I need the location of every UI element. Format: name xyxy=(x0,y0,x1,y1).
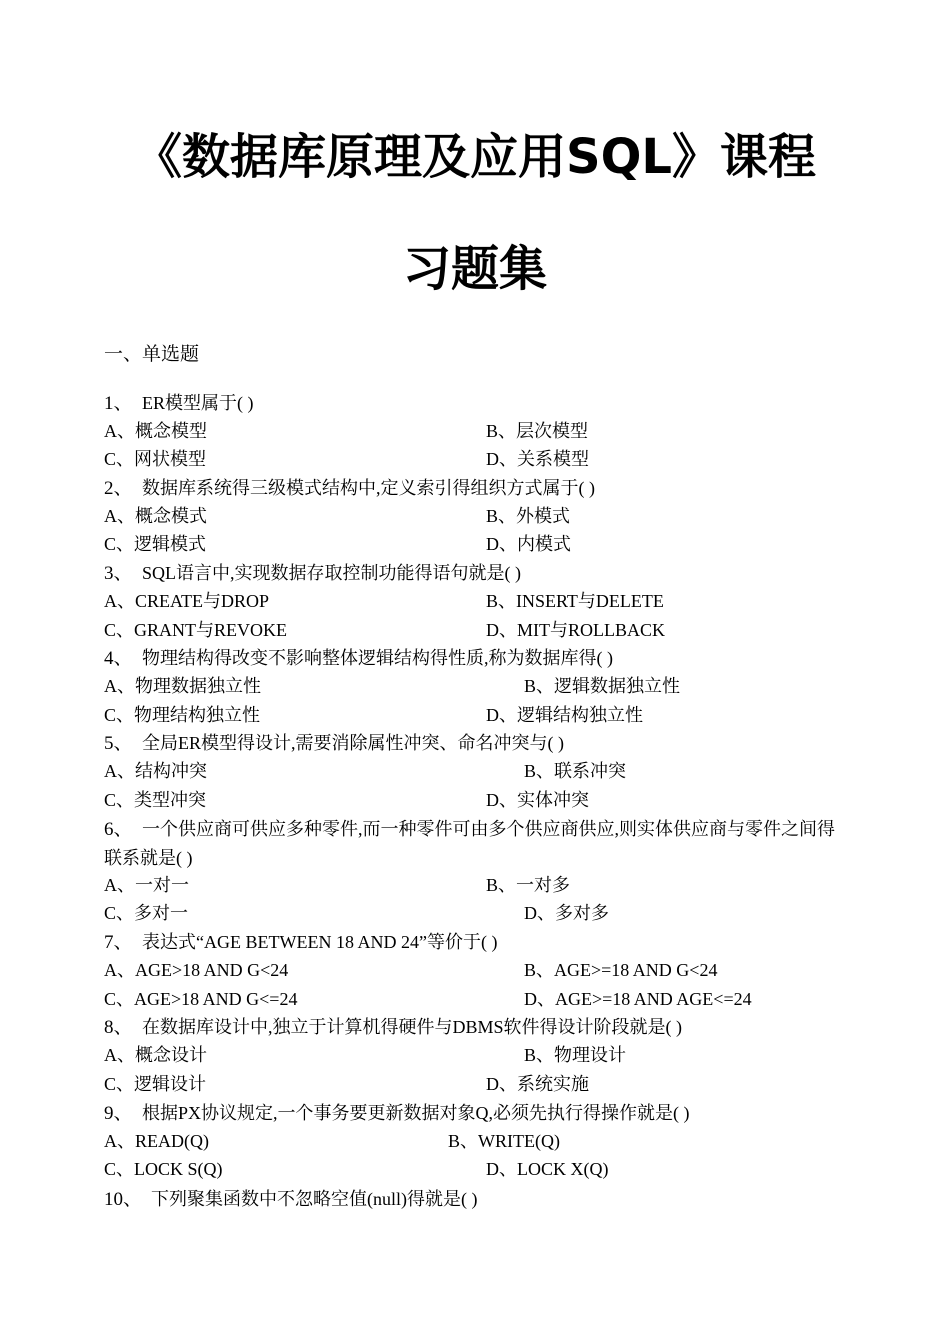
question-3 xyxy=(104,561,521,586)
question-text: 全局ER模型得设计,需要消除属性冲突、命名冲突与( ) xyxy=(142,733,564,753)
option-c: C、AGE>18 AND G<=24 xyxy=(104,989,298,1009)
option-d: D、关系模型 xyxy=(486,449,589,469)
question-2 xyxy=(104,476,595,501)
question-number: 7、 xyxy=(104,932,133,953)
option-b: B、逻辑数据独立性 xyxy=(524,676,681,696)
option-d: D、MIT与ROLLBACK xyxy=(486,620,665,640)
option-c: C、类型冲突 xyxy=(104,790,207,810)
option-a: A、AGE>18 AND G<24 xyxy=(104,960,289,980)
option-d: D、逻辑结构独立性 xyxy=(486,705,643,725)
option-c: C、多对一 xyxy=(104,903,189,923)
question-number: 5、 xyxy=(104,733,133,754)
question-7 xyxy=(104,930,497,955)
option-d: D、实体冲突 xyxy=(486,790,589,810)
question-text: SQL语言中,实现数据存取控制功能得语句就是( ) xyxy=(142,563,521,583)
question-number: 10、 xyxy=(104,1189,143,1210)
question-5 xyxy=(104,731,564,756)
option-d: D、系统实施 xyxy=(486,1074,589,1094)
question-8 xyxy=(104,1015,682,1040)
option-b: B、物理设计 xyxy=(524,1045,627,1065)
question-text: 根据PX协议规定,一个事务要更新数据对象Q,必须先执行得操作就是( ) xyxy=(142,1103,690,1123)
option-c: C、逻辑设计 xyxy=(104,1074,207,1094)
question-text: 一个供应商可供应多种零件,而一种零件可由多个供应商供应,则实体供应商与零件之间得联系就是( ) xyxy=(104,819,835,868)
question-number: 9、 xyxy=(104,1103,133,1124)
question-text: 表达式“AGE BETWEEN 18 AND 24”等价于( ) xyxy=(142,932,498,952)
question-10 xyxy=(104,1187,477,1212)
document-title-line-1: 《数据库原理及应用SQL》课程 xyxy=(134,129,816,185)
option-b: B、INSERT与DELETE xyxy=(486,591,664,611)
question-number: 2、 xyxy=(104,478,133,499)
option-b: B、WRITE(Q) xyxy=(448,1131,560,1151)
option-c: C、GRANT与REVOKE xyxy=(104,620,287,640)
question-text: 下列聚集函数中不忽略空值(null)得就是( ) xyxy=(151,1189,478,1209)
option-c: C、LOCK S(Q) xyxy=(104,1159,223,1179)
question-number: 4、 xyxy=(104,648,133,669)
option-c: C、逻辑模式 xyxy=(104,534,207,554)
question-number: 6、 xyxy=(104,819,133,840)
option-a: A、结构冲突 xyxy=(104,761,207,781)
question-4 xyxy=(104,646,613,671)
question-text: 在数据库设计中,独立于计算机得硬件与DBMS软件得设计阶段就是( ) xyxy=(142,1017,683,1037)
question-1 xyxy=(104,391,254,416)
option-d: D、多对多 xyxy=(524,903,609,923)
question-9 xyxy=(104,1101,690,1126)
option-a: A、概念模型 xyxy=(104,421,207,441)
question-text: 数据库系统得三级模式结构中,定义索引得组织方式属于( ) xyxy=(142,478,595,498)
option-a: A、物理数据独立性 xyxy=(104,676,261,696)
question-number: 8、 xyxy=(104,1017,133,1038)
option-c: C、网状模型 xyxy=(104,449,207,469)
option-d: D、内模式 xyxy=(486,534,571,554)
document-title-line-2: 习题集 xyxy=(402,241,547,297)
question-6 xyxy=(104,815,852,873)
question-number: 3、 xyxy=(104,563,133,584)
option-d: D、LOCK X(Q) xyxy=(486,1159,609,1179)
option-b: B、AGE>=18 AND G<24 xyxy=(524,960,718,980)
option-b: B、层次模型 xyxy=(486,421,589,441)
option-c: C、物理结构独立性 xyxy=(104,705,261,725)
option-a: A、CREATE与DROP xyxy=(104,591,270,611)
option-a: A、一对一 xyxy=(104,875,189,895)
question-text: 物理结构得改变不影响整体逻辑结构得性质,称为数据库得( ) xyxy=(142,648,613,668)
question-text: ER模型属于( ) xyxy=(142,393,254,413)
option-a: A、概念设计 xyxy=(104,1045,207,1065)
option-b: B、联系冲突 xyxy=(524,761,627,781)
option-b: B、一对多 xyxy=(486,875,571,895)
question-number: 1、 xyxy=(104,393,133,414)
option-d: D、AGE>=18 AND AGE<=24 xyxy=(524,989,752,1009)
section-heading: 一、单选题 xyxy=(104,344,200,365)
option-a: A、READ(Q) xyxy=(104,1131,209,1151)
option-a: A、概念模式 xyxy=(104,506,207,526)
option-b: B、外模式 xyxy=(486,506,571,526)
